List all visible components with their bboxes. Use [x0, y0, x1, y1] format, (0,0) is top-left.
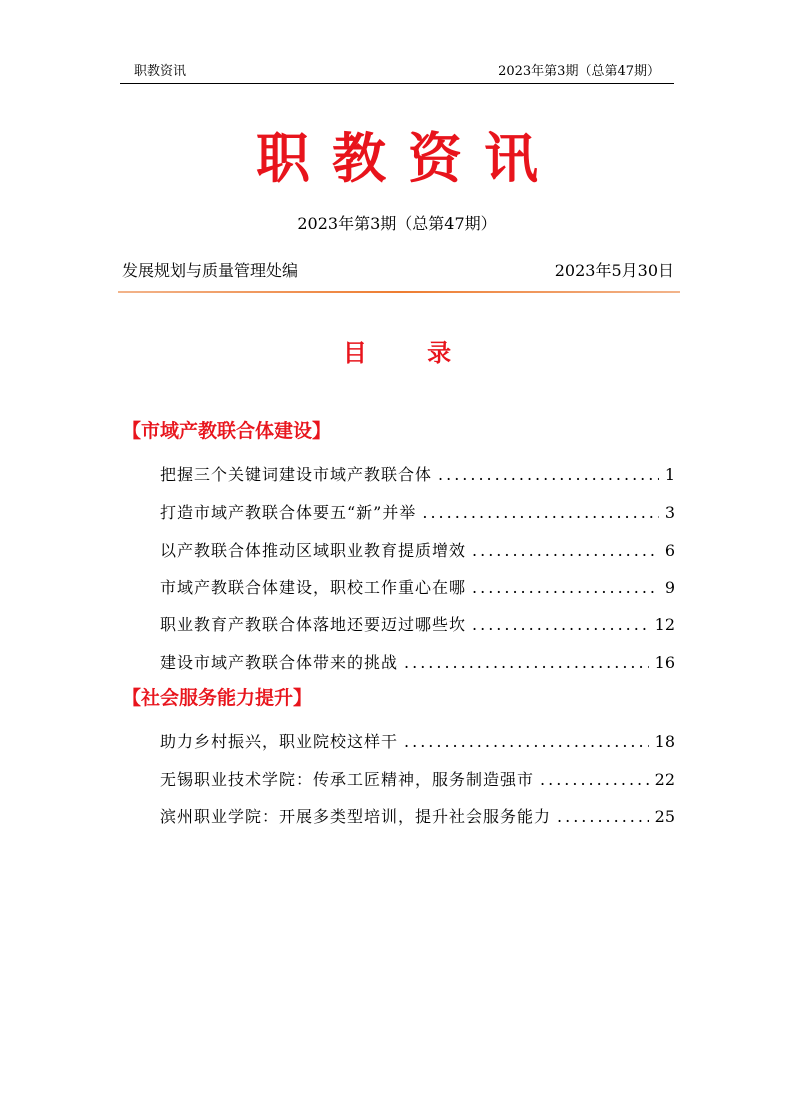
toc-entry[interactable]: [160, 462, 675, 485]
header-left: 职教资讯: [134, 64, 187, 79]
toc-entry[interactable]: [160, 500, 675, 523]
editor-line: 发展规划与质量管理处编: [122, 261, 299, 280]
toc-entry-title[interactable]: 滨州职业学院：开展多类型培训，提升社会服务能力: [160, 807, 552, 826]
toc-entry-page[interactable]: 25: [654, 807, 675, 826]
toc-entry-page[interactable]: 9: [664, 578, 675, 597]
dot-leader: [404, 732, 649, 751]
dot-leader: [540, 770, 649, 789]
publish-date: 2023年5月30日: [554, 261, 674, 280]
toc-entry[interactable]: [160, 650, 675, 673]
toc-entry[interactable]: [160, 575, 675, 598]
dot-leader: [557, 807, 649, 826]
dot-leader: [472, 615, 649, 634]
toc-entry[interactable]: [160, 767, 675, 790]
toc-entry[interactable]: [160, 729, 675, 752]
toc-entry-page[interactable]: 18: [654, 732, 675, 751]
toc-entry[interactable]: [160, 612, 675, 635]
dot-leader: [422, 503, 658, 522]
section-heading: 【社会服务能力提升】: [122, 687, 313, 709]
toc-entry-title[interactable]: 打造市域产教联合体要五“新”并举: [160, 503, 417, 522]
header-right: 2023年第3期（总第47期）: [498, 64, 660, 79]
section-heading: 【市域产教联合体建设】: [122, 420, 332, 442]
toc-entry-title[interactable]: 市域产教联合体建设，职校工作重心在哪: [160, 578, 467, 597]
toc-entry-page[interactable]: 16: [654, 653, 675, 672]
dot-leader: [404, 653, 649, 672]
toc-entry-page[interactable]: 1: [664, 465, 675, 484]
toc-entry[interactable]: [160, 538, 675, 561]
dot-leader: [472, 578, 659, 597]
toc-entry-page[interactable]: 22: [654, 770, 675, 789]
toc-entry-title[interactable]: 建设市域产教联合体带来的挑战: [160, 653, 399, 672]
toc-entry-page[interactable]: 6: [664, 541, 675, 560]
meta-row: [122, 258, 674, 281]
dot-leader: [472, 541, 659, 560]
toc-entry-title[interactable]: 无锡职业技术学院：传承工匠精神，服务制造强市: [160, 770, 535, 789]
toc-entry-title[interactable]: 助力乡村振兴，职业院校这样干: [160, 732, 399, 751]
toc-entry-page[interactable]: 3: [664, 503, 675, 522]
orange-divider: [118, 291, 680, 293]
issue-number: 2023年第3期（总第47期）: [297, 214, 497, 233]
running-header: [120, 64, 674, 84]
masthead-title: 职教资讯: [256, 126, 560, 190]
toc-entry-title[interactable]: 把握三个关键词建设市域产教联合体: [160, 465, 433, 484]
toc-entry-page[interactable]: 12: [654, 615, 675, 634]
toc-entry-title[interactable]: 以产教联合体推动区域职业教育提质增效: [160, 541, 467, 560]
toc-entry[interactable]: [160, 804, 675, 827]
dot-leader: [438, 465, 659, 484]
toc-entry-title[interactable]: 职业教育产教联合体落地还要迈过哪些坎: [160, 615, 467, 634]
toc-title: 目 录: [342, 338, 478, 367]
